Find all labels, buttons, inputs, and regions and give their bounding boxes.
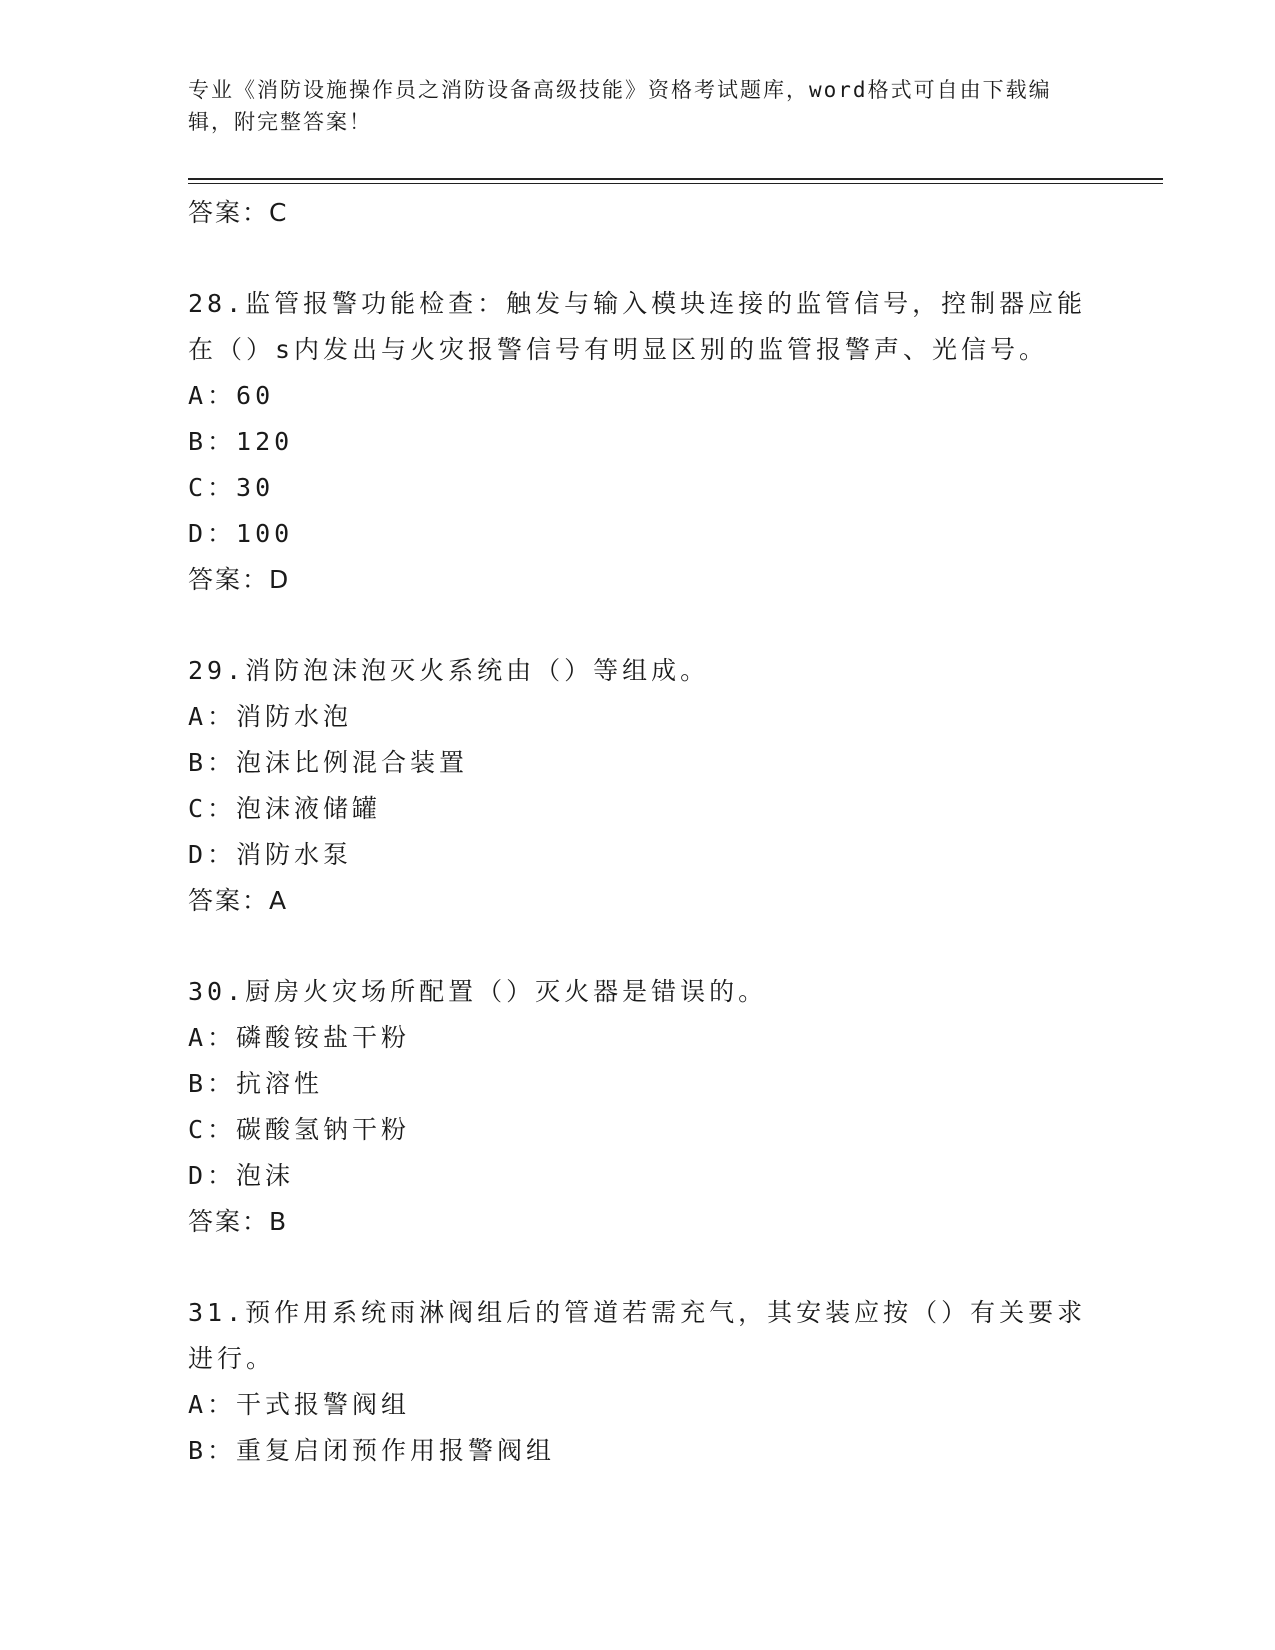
option-a: A：干式报警阀组 [188, 1390, 411, 1419]
option-c: C：泡沫液储罐 [188, 794, 382, 823]
question-text: 28.监管报警功能检查：触发与输入模块连接的监管信号，控制器应能在（）s内发出与火灾报警信号有明显区别的监管报警声、光信号。 [188, 289, 1087, 364]
question-text: 31.预作用系统雨淋阀组后的管道若需充气，其安装应按（）有关要求进行。 [188, 1298, 1087, 1373]
option-d: D：泡沫 [188, 1161, 295, 1190]
option-a: A：磷酸铵盐干粉 [188, 1023, 411, 1052]
option-b: B：重复启闭预作用报警阀组 [188, 1436, 556, 1465]
option-b: B：120 [188, 427, 294, 456]
header-divider-thin [188, 183, 1163, 184]
document-header: 专业《消防设施操作员之消防设备高级技能》资格考试题库，word格式可自由下载编辑，附完整答案！ [188, 78, 1052, 134]
answer: 答案：B [188, 1207, 289, 1236]
option-c: C：碳酸氢钠干粉 [188, 1115, 411, 1144]
option-b: B：泡沫比例混合装置 [188, 748, 469, 777]
answer: 答案：A [188, 886, 289, 915]
option-a: A：消防水泡 [188, 702, 353, 731]
answer: 答案：D [188, 565, 291, 594]
header-divider-thick [188, 178, 1163, 180]
question-text: 29.消防泡沫泡灭火系统由（）等组成。 [188, 656, 710, 685]
question-30 [188, 969, 1088, 1245]
question-list [188, 190, 1088, 1474]
question-28 [188, 281, 1088, 603]
question-text: 30.厨房火灾场所配置（）灭火器是错误的。 [188, 977, 768, 1006]
previous-answer: 答案：C [188, 198, 289, 227]
option-b: B：抗溶性 [188, 1069, 324, 1098]
question-29 [188, 648, 1088, 924]
question-31 [188, 1290, 1088, 1474]
option-d: D：消防水泵 [188, 840, 353, 869]
option-c: C：30 [188, 473, 275, 502]
option-d: D：100 [188, 519, 294, 548]
option-a: A：60 [188, 381, 275, 410]
